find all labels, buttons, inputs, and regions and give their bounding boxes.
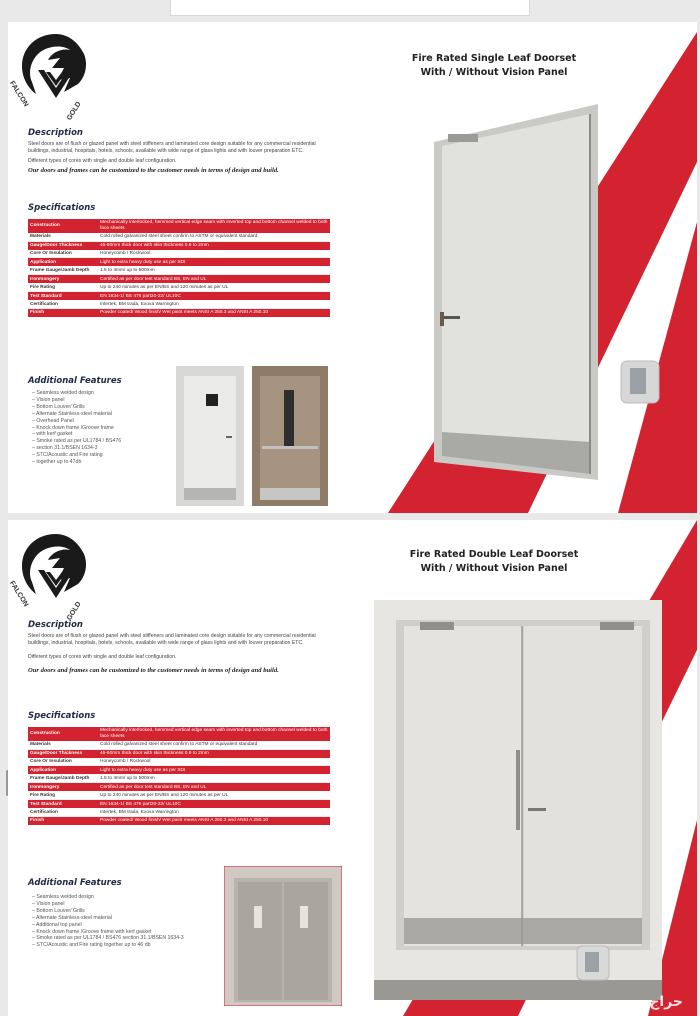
description-paragraph: Different types of cores with single and double leaf configuration. [28,157,177,164]
spec-value: EN 1634-1/ BS 476 part20-22/ UL10C [98,800,330,808]
spec-value: Honeycomb / Rockwool [98,250,330,258]
spec-row [28,258,330,266]
spec-key: Finish [28,309,98,317]
spec-key: Application [28,766,98,774]
brochure-page-double-leaf [8,520,697,1016]
brand-name-gold: GOLD [66,600,83,622]
spec-row [28,300,330,308]
feature-item: – STC/Acoustic and Fire rating together up to 46 db [32,942,184,949]
description-paragraph: Different types of cores with single and double leaf configuration. [28,653,177,660]
brand-name-falcon: FALCON [8,580,30,609]
spec-value: 45-60mm thick door with skin thickness 0.9 to 2mm [98,241,330,249]
feature-item: – Overhead Panel [32,418,121,425]
spec-key: Ironmongery [28,275,98,283]
spec-key: Frame Gauge/Jamb Depth [28,774,98,782]
spec-key: Fire Rating [28,283,98,291]
spec-key: Materials [28,233,98,241]
feature-item: – Smoke rated as per UL1784 / BS476 section 31.1/BSEN 1634-3 [32,935,184,942]
spec-key: Finish [28,817,98,825]
spec-key: Core Or Insulation [28,250,98,258]
features-heading: Additional Features [28,376,122,386]
spec-row [28,727,330,741]
spec-row [28,266,330,274]
specifications-heading: Specifications [28,711,96,721]
spec-row [28,233,330,241]
feature-item: – Alternate Stainless-steel material [32,915,184,922]
feature-item: – Bottom Louver/ Grills [32,908,184,915]
specifications-heading: Specifications [28,203,96,213]
single-door-thumbnail-1 [176,366,244,506]
haraj-watermark: حراج [649,994,683,1010]
description-heading: Description [28,128,83,138]
spec-row [28,749,330,757]
spec-key: Materials [28,741,98,749]
vision-panel-thumbnail [576,945,610,981]
features-list [32,390,121,466]
title-line-1: Fire Rated Double Leaf Doorset [409,549,579,560]
brochure-page-single-leaf [8,22,697,513]
description-paragraph: Steel doors are of flush or glazed panel with steel stiffeners and laminated core design suitable for any commercial residential buildings, industrial, hospitals, hotels, schools, available with wide range of glass lights and with louver preparation ETC. [28,141,316,155]
spec-value: Honeycomb / Rockwool [98,758,330,766]
title-line-1: Fire Rated Single Leaf Doorset [411,53,577,64]
description-paragraph: Steel doors are of flush or glazed panel with steel stiffeners and laminated core design suitable for any commercial residential buildings, industrial, hospitals, hotels, schools, available with wide range of glass lights and with louver preparation ETC. [28,633,316,647]
spec-row [28,808,330,816]
spec-key: Ironmongery [28,783,98,791]
feature-item: – Knock down frame /Groove frame [32,425,121,432]
spec-value: Powder coated/ Wood finish/ Wet paint meets ANSI A 250.3 and ANSI A 250.10 [98,309,330,317]
falcon-gold-logo [12,28,100,128]
spec-key: Test Standard [28,292,98,300]
feature-item: – Knock down frame /Groove frame with kerf gasket [32,929,184,936]
features-heading: Additional Features [28,878,122,888]
feature-item: – Alternate Stainless-steel material [32,411,121,418]
spec-value: Cold rolled galvanized steel sheet confirm to ASTM or equivalent standard [98,233,330,241]
spec-key: Gauge/Door Thickness [28,749,98,757]
feature-item: – Seamless welded design [32,894,184,901]
spec-key: Test Standard [28,800,98,808]
spec-row [28,292,330,300]
double-door-thumbnail [224,866,342,1006]
spec-key: Frame Gauge/Jamb Depth [28,266,98,274]
spec-value: Intertek, BM trada, Exova Warrington [98,300,330,308]
feature-item: – together up to 47db [32,459,121,466]
spec-value: Mechanically interlocked, hemmed vertical edge seam with inverted top and bottom channel welded to both face sheets [98,727,330,741]
spec-key: Certification [28,300,98,308]
spec-row [28,800,330,808]
spec-key: Core Or Insulation [28,758,98,766]
spec-row [28,283,330,291]
spec-value: 1.5 to 4mm/ up to 500mm [98,266,330,274]
falcon-gold-logo [12,528,100,628]
spec-row [28,275,330,283]
spec-row [28,758,330,766]
spec-row [28,774,330,782]
feature-item: – with kerf gasket [32,431,121,438]
spec-key: Certification [28,808,98,816]
spec-row [28,241,330,249]
title-line-2: With / Without Vision Panel [420,67,568,78]
features-list [32,894,184,949]
spec-row [28,766,330,774]
spec-row [28,817,330,825]
description-body [28,141,328,177]
single-door-thumbnail-2 [252,366,328,506]
spec-row [28,791,330,799]
spec-row [28,219,330,233]
spec-row [28,309,330,317]
spec-key: Application [28,258,98,266]
brand-name-gold: GOLD [66,100,83,122]
title-line-2: With / Without Vision Panel [420,563,568,574]
spec-value: Light to extra heavy duty use as per SDI [98,766,330,774]
description-body [28,633,328,677]
previous-page-edge [170,0,530,16]
spec-row [28,741,330,749]
spec-value: Intertek, BM trada, Exova Warrington [98,808,330,816]
double-door-photo [374,600,662,1000]
feature-item: – Vision panel [32,901,184,908]
spec-key: Construction [28,219,98,233]
feature-item: – Smoke rated as per UL1784 / BS476 [32,438,121,445]
spec-value: 1.5 to 4mm/ up to 500mm [98,774,330,782]
spec-value: Cold rolled galvanized steel sheet confirm to ASTM or equivalent standard [98,741,330,749]
page-title [379,548,609,576]
spec-value: Certified as per door test standard BS, EN and UL [98,783,330,791]
customization-tagline: Our doors and frames can be customized to the customer needs in terms of design and build. [28,667,279,675]
specifications-table [28,727,330,825]
spec-value: Certified as per door test standard BS, EN and UL [98,275,330,283]
spec-key: Fire Rating [28,791,98,799]
vision-panel-thumbnail [620,360,660,404]
feature-item: – section 31.1/BSEN 1634-3 [32,445,121,452]
page-title [379,52,609,80]
specifications-table [28,219,330,317]
spec-value: Mechanically interlocked, hemmed vertical edge seam with inverted top and bottom channel welded to both face sheets [98,219,330,233]
spec-value: EN 1634-1/ BS 476 part20-22/ UL10C [98,292,330,300]
spec-value: Up to 240 minutes as per EN/BS and 120 minutes as per UL [98,791,330,799]
spec-value: Up to 240 minutes as per EN/BS and 120 minutes as per UL [98,283,330,291]
spec-row [28,250,330,258]
brand-name-falcon: FALCON [8,80,30,109]
feature-item: – STC/Acoustic and Fire rating [32,452,121,459]
feature-item: – Additional top panel [32,922,184,929]
spec-key: Construction [28,727,98,741]
description-heading: Description [28,620,83,630]
customization-tagline: Our doors and frames can be customized to the customer needs in terms of design and build. [28,167,279,175]
spec-key: Gauge/Door Thickness [28,241,98,249]
spec-value: Powder coated/ Wood finish/ Wet paint meets ANSI A 250.3 and ANSI A 250.10 [98,817,330,825]
spec-row [28,783,330,791]
feature-item: – Vision panel [32,397,121,404]
feature-item: – Seamless welded design [32,390,121,397]
single-door-photo [428,102,608,482]
spec-value: 45-60mm thick door with skin thickness 0.9 to 2mm [98,749,330,757]
spec-value: Light to extra heavy duty use as per SDI [98,258,330,266]
feature-item: – Bottom Louver/ Grills [32,404,121,411]
